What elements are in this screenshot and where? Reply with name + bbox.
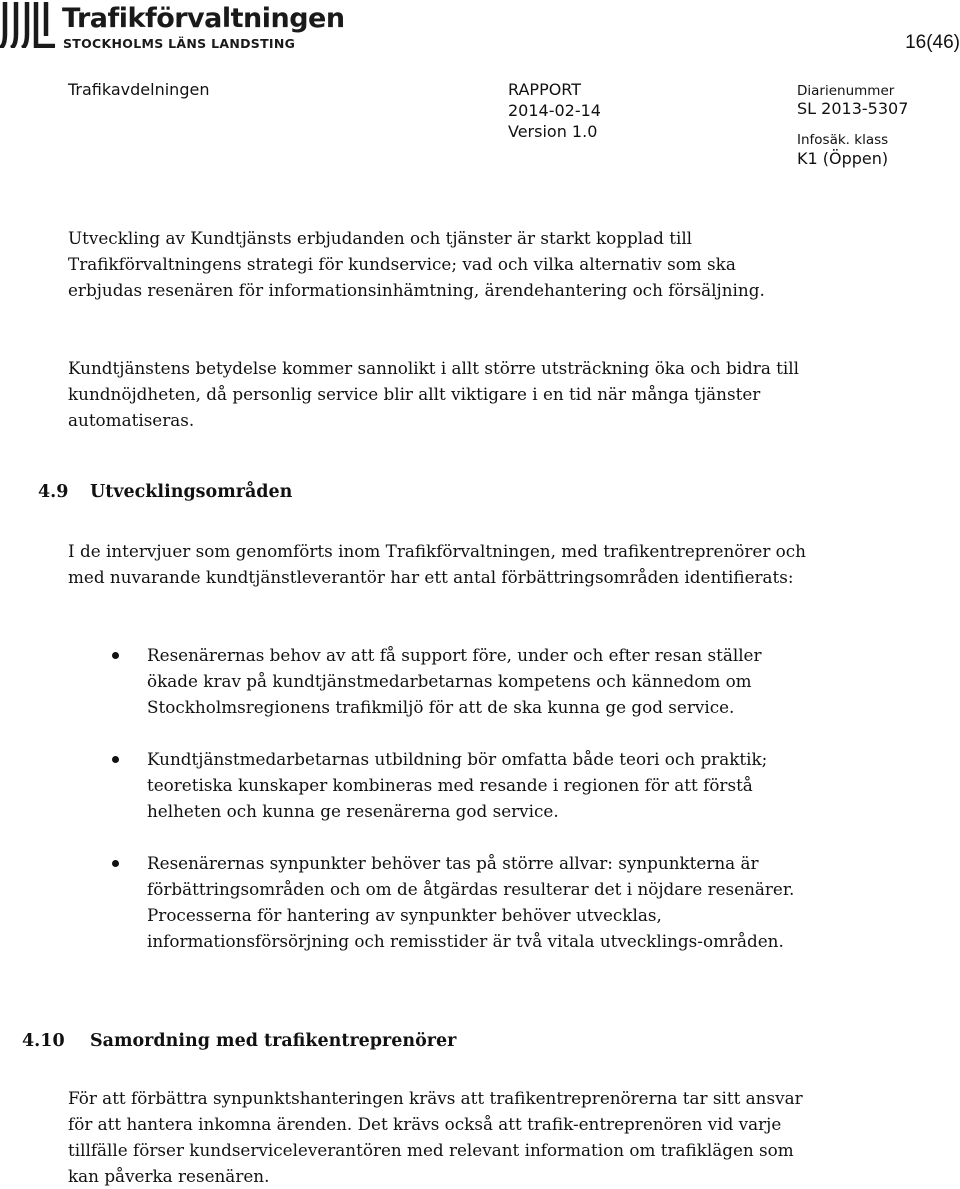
report-type: RAPPORT [508,80,582,99]
infosak-label: Infosäk. klass [797,132,889,148]
list-item-text: Resenärernas behov av att få support före, under och efter resan ställer ökade krav på kundtjänstmedarbetarnas kompetens och kännedom om Stockholmsregionens trafikmiljö för att de ska kunna ge god service. [147,645,762,717]
report-date: 2014-02-14 [508,101,601,120]
paragraph-coordination: För att förbättra synpunktshanteringen krävs att trafikentreprenörerna tar sitt ansvar för att hantera inkomna ärenden. Det krävs också att trafik-entreprenören vid varje tillfälle förser kundserviceleverantören med relevant information om trafiklägen som kan påverka resenären. [68,1088,803,1186]
report-version: Version 1.0 [508,122,598,141]
department: Trafikavdelningen [68,80,210,99]
paragraph-importance: Kundtjänstens betydelse kommer sannolikt i allt större utsträckning öka och bidra till kundnöjdheten, då personlig service blir allt viktigare i en tid när många tjänster automatiseras. [68,358,800,430]
list-item [68,746,808,824]
bullet-icon [112,860,119,867]
bullet-icon [112,756,119,763]
list-item [68,642,808,720]
list-item-text: Kundtjänstmedarbetarnas utbildning bör omfatta både teori och praktik; teoretiska kunskaper kombineras med resande i regionen för att förstå helheten och kunna ge resenärerna god service. [147,749,768,821]
list-item [68,850,808,954]
list-item-text: Resenärernas synpunkter behöver tas på större allvar: synpunkterna är förbättringsområden och om de åtgärdas resulterar det i nöjdare resenärer. Processerna för hantering av synpunkter behöver utvecklas, informationsförsörjning och remisstider är två vitala utvecklings-områden. [147,853,795,951]
diarienummer-value: SL 2013-5307 [797,99,909,118]
page-number: 16(46) [905,32,960,53]
organization-logo [0,0,345,52]
bullet-icon [112,652,119,659]
paragraph-interviews: I de intervjuer som genomförts inom Trafikförvaltningen, med trafikentreprenörer och med nuvarande kundtjänstleverantör har ett antal förbättringsområden identifierats: [68,541,806,587]
section-title: Samordning med trafikentreprenörer [90,1031,457,1051]
section-number: 4.10 [22,1031,65,1051]
section-title: Utvecklingsområden [90,482,293,502]
logo-subtitle: STOCKHOLMS LÄNS LANDSTING [63,36,296,51]
infosak-value: K1 (Öppen) [797,149,889,168]
section-number: 4.9 [38,482,69,502]
logo-name: Trafikförvaltningen [62,3,345,34]
diarienummer-label: Diarienummer [797,83,895,99]
paragraph-strategy: Utveckling av Kundtjänsts erbjudanden och tjänster är starkt kopplad till Trafikförvaltningens strategi för kundservice; vad och vilka alternativ som ska erbjudas resenären för informationsinhämtning, ärendehantering och försäljning. [68,228,765,300]
logo-mark-icon [0,2,56,48]
